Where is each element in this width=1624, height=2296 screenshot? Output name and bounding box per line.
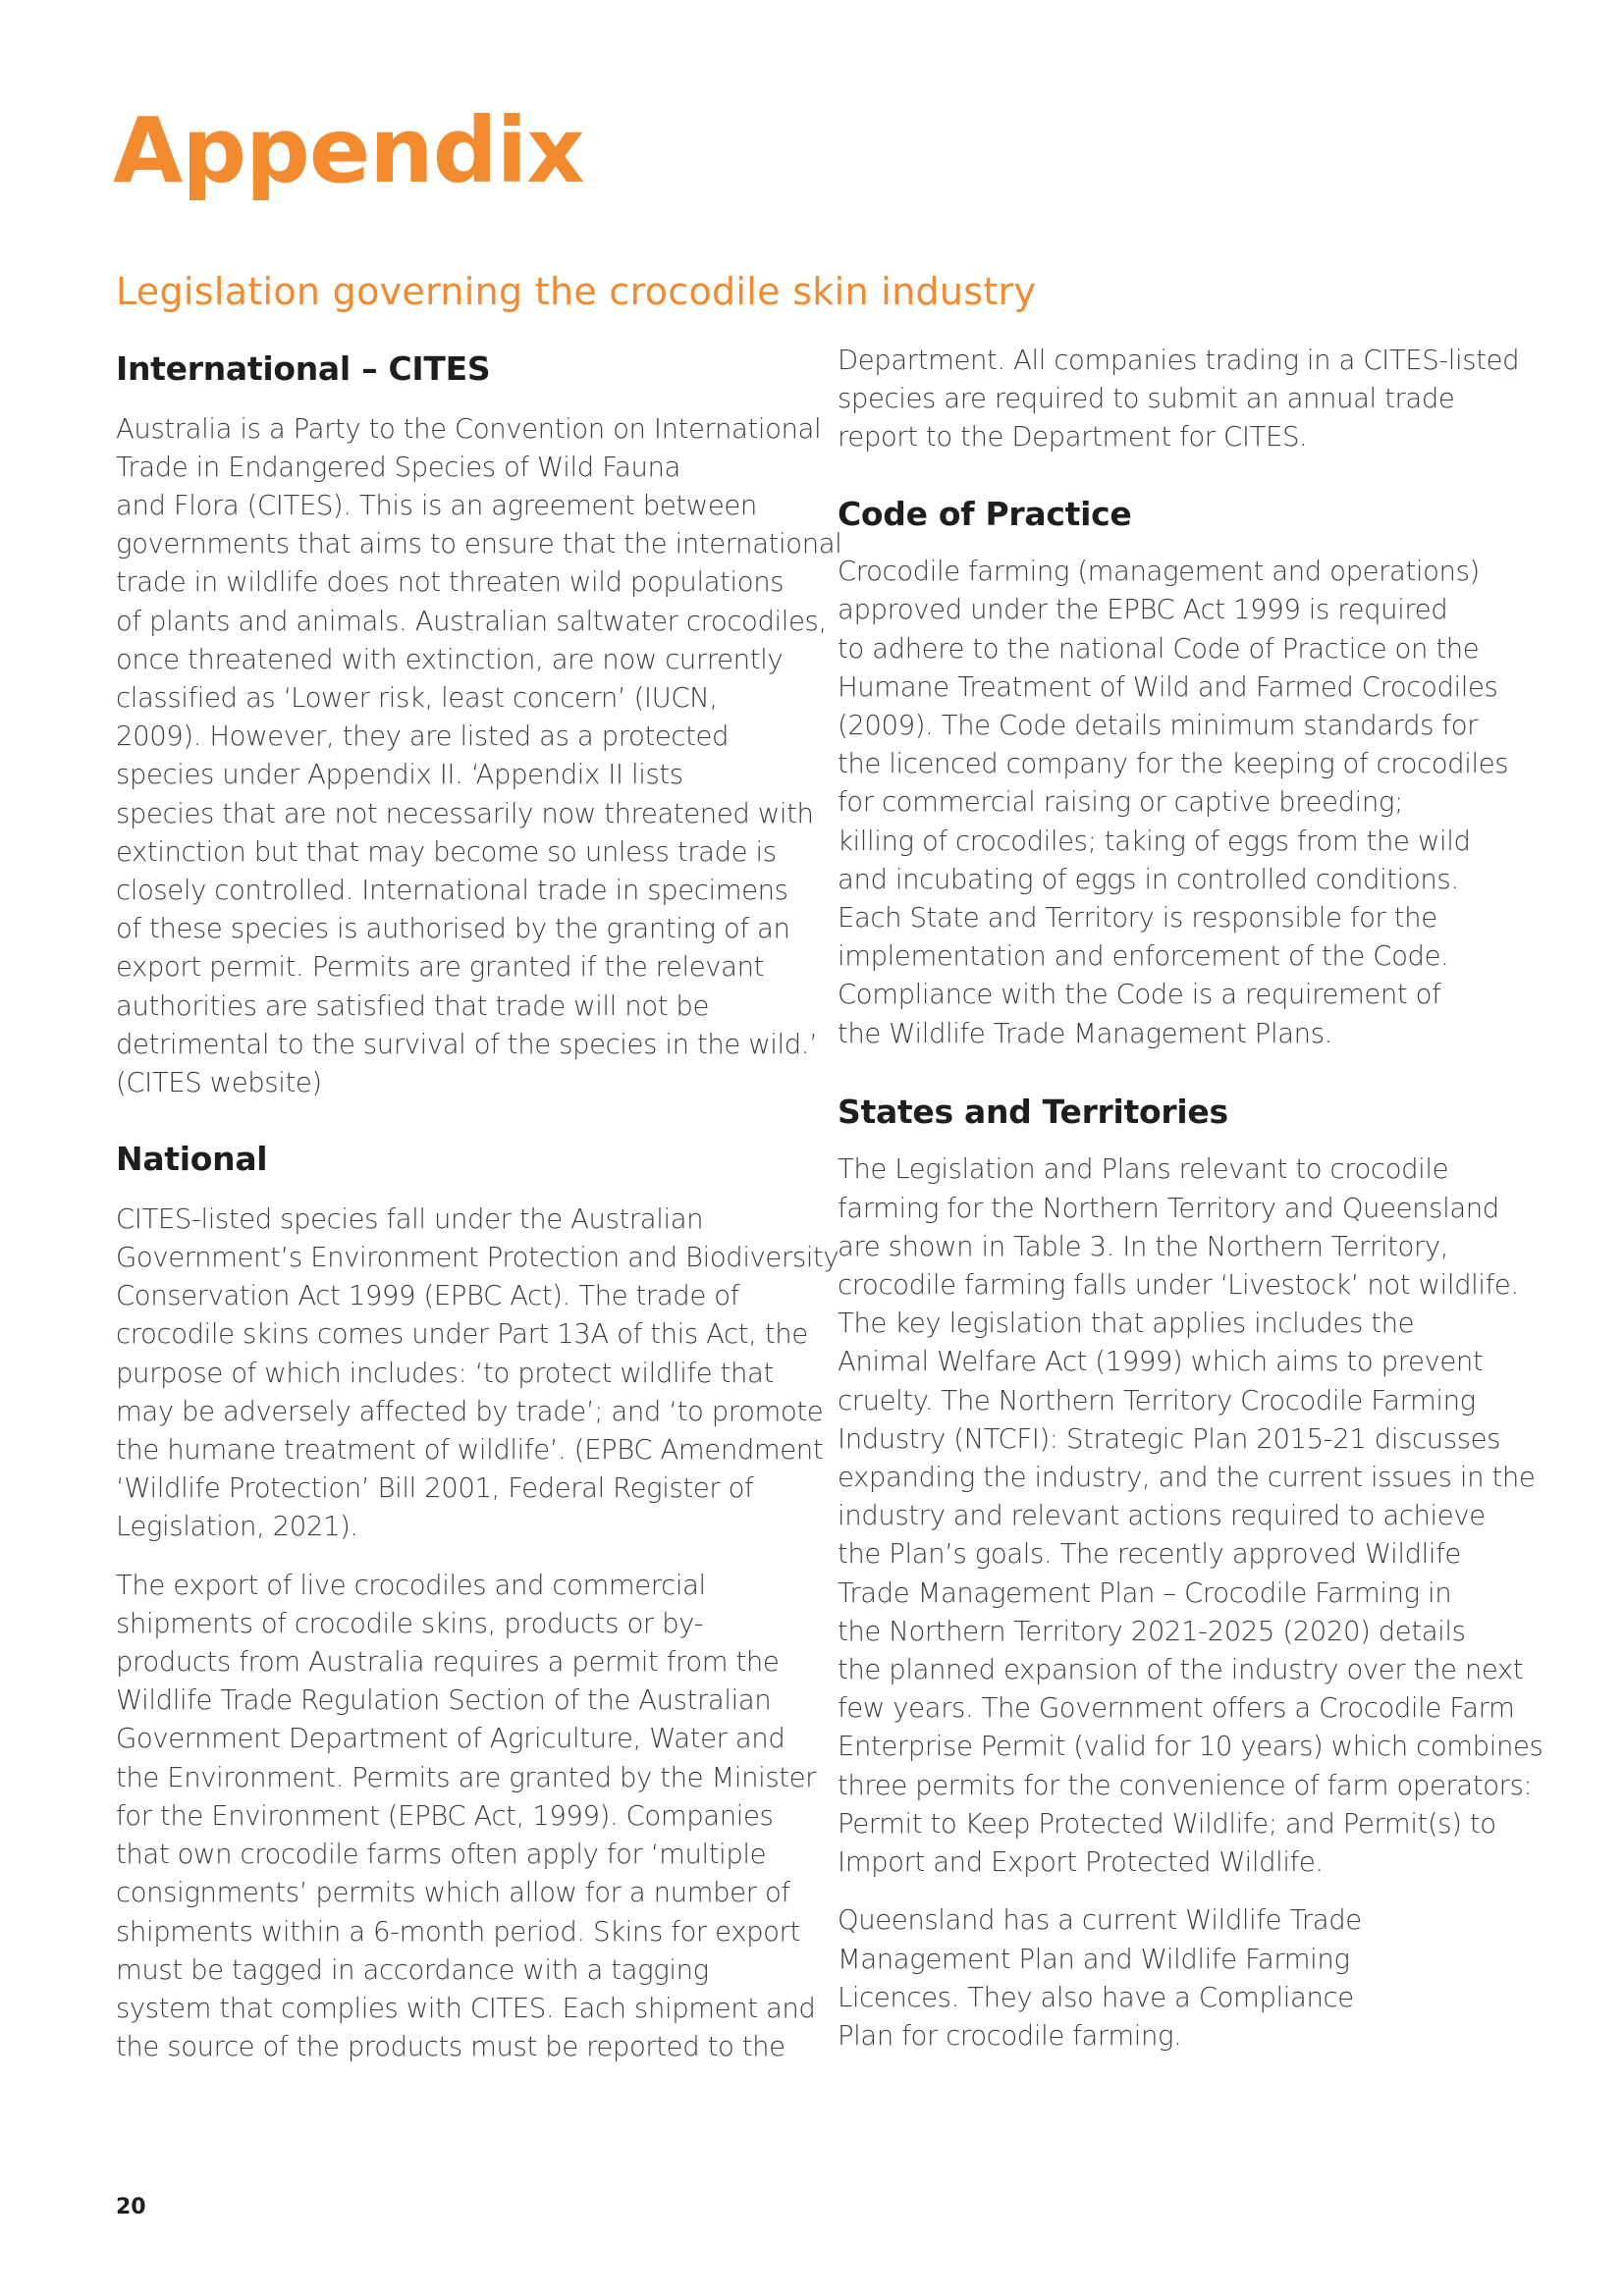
text-line: Crocodile farming (management and operations) [838, 556, 1480, 588]
text-line: to adhere to the national Code of Practice on the [838, 632, 1480, 665]
text-line: Conservation Act 1999 (EPBC Act). The trade of [116, 1280, 739, 1312]
text-line: once threatened with extinction, are now currently [116, 643, 784, 675]
text-line: approved under the EPBC Act 1999 is required [838, 594, 1448, 626]
text-line: Plan for crocodile farming. [838, 2019, 1182, 2052]
paragraph-national-2 [116, 1567, 817, 2067]
text-line: the Environment. Permits are granted by the Minister [116, 1761, 817, 1793]
text-line: the Northern Territory 2021-2025 (2020) details [838, 1615, 1466, 1647]
text-line: (2009). The Code details minimum standards for [838, 710, 1479, 742]
text-line: expanding the industry, and the current issues in the [838, 1462, 1536, 1494]
text-line: The Legislation and Plans relevant to crocodile [838, 1153, 1449, 1186]
text-line: the planned expansion of the industry over the next [838, 1654, 1524, 1686]
page-number: 20 [116, 2195, 146, 2219]
text-line: killing of crocodiles; taking of eggs from the wild [838, 825, 1471, 857]
text-line: three permits for the convenience of farm operators: [838, 1769, 1533, 1801]
text-line: report to the Department for CITES. [838, 421, 1308, 454]
text-line: cruelty. The Northern Territory Crocodile Farming [838, 1384, 1476, 1416]
text-line: shipments within a 6-month period. Skins for export [116, 1915, 800, 1948]
text-line: system that complies with CITES. Each shipment and [116, 1992, 816, 2024]
text-line: extinction but that may become so unless trade is [116, 835, 777, 868]
text-line: CITES-listed species fall under the Australian [116, 1202, 704, 1235]
text-line: must be tagged in accordance with a tagging [116, 1953, 709, 1986]
text-line: Management Plan and Wildlife Farming [838, 1943, 1350, 1975]
text-line: farming for the Northern Territory and Queensland [838, 1192, 1499, 1224]
text-line: Wildlife Trade Regulation Section of the Australian [116, 1684, 772, 1717]
text-line: consignments’ permits which allow for a number of [116, 1877, 790, 1909]
text-line: Trade in Endangered Species of Wild Fauna [116, 451, 680, 483]
text-line: Humane Treatment of Wild and Farmed Crocodiles [838, 670, 1498, 703]
text-line: Compliance with the Code is a requirement of [838, 979, 1441, 1011]
text-line: 2009). However, they are listed as a protected [116, 721, 730, 753]
text-line: Government’s Environment Protection and Biodiversity [116, 1242, 839, 1274]
text-line: Enterprise Permit (valid for 10 years) which combines [838, 1731, 1543, 1763]
text-line: (CITES website) [116, 1067, 322, 1099]
text-line: that own crocodile farms often apply for ‘multiple [116, 1839, 767, 1871]
text-line: purpose of which includes: ‘to protect wildlife that [116, 1357, 774, 1389]
page-title: Appendix [113, 98, 584, 203]
text-line: for commercial raising or captive breeding; [838, 786, 1403, 819]
text-line: for the Environment (EPBC Act, 1999). Companies [116, 1799, 774, 1832]
text-line: implementation and enforcement of the Code. [838, 940, 1449, 973]
text-line: the source of the products must be reported to the [116, 2031, 785, 2063]
text-line: and incubating of eggs in controlled conditions. [838, 863, 1459, 895]
text-line: the Wildlife Trade Management Plans. [838, 1017, 1332, 1049]
paragraph-states-2 [838, 1901, 1486, 2056]
text-line: Each State and Territory is responsible for the [838, 902, 1437, 934]
text-line: the licenced company for the keeping of crocodiles [838, 748, 1509, 780]
text-line: industry and relevant actions required to achieve [838, 1500, 1486, 1532]
text-line: species under Appendix II. ‘Appendix II lists [116, 759, 683, 791]
text-line: export permit. Permits are granted if the relevant [116, 951, 764, 984]
paragraph-international-cites [116, 410, 842, 1103]
text-line: closely controlled. International trade in specimens [116, 875, 788, 907]
left-column [116, 349, 842, 2066]
text-line: few years. The Government offers a Crocodile Farm [838, 1692, 1515, 1725]
text-line: crocodile farming falls under ‘Livestock’ not wildlife. [838, 1269, 1519, 1302]
text-line: Permit to Keep Protected Wildlife; and Permit(s) to [838, 1807, 1496, 1840]
text-line: trade in wildlife does not threaten wild populations [116, 566, 785, 599]
text-line: Legislation, 2021). [116, 1511, 358, 1543]
text-line: shipments of crocodile skins, products or by- [116, 1607, 704, 1639]
text-line: species that are not necessarily now threatened with [116, 797, 814, 829]
text-line: Queensland has a current Wildlife Trade [838, 1904, 1362, 1937]
paragraph-national-1 [116, 1201, 839, 1547]
text-line: Australia is a Party to the Convention on International [116, 412, 822, 445]
section-title: Legislation governing the crocodile skin industry [116, 270, 1037, 313]
text-line: The key legislation that applies includes the [838, 1308, 1415, 1340]
text-line: the humane treatment of wildlife’. (EPBC Amendment [116, 1434, 824, 1467]
text-line: classified as ‘Lower risk, least concern’ (IUCN, [116, 682, 718, 715]
text-line: Government Department of Agriculture, Water and [116, 1723, 785, 1755]
text-line: Department. All companies trading in a CITES-listed [838, 345, 1520, 376]
paragraph-states-1 [838, 1150, 1543, 1882]
heading-international-cites: International – CITES [116, 349, 491, 388]
paragraph-code-of-practice [838, 553, 1509, 1053]
text-line: detrimental to the survival of the species in the wild.’ [116, 1028, 818, 1060]
text-line: ‘Wildlife Protection’ Bill 2001, Federal Register of [116, 1472, 754, 1505]
heading-national: National [116, 1140, 268, 1179]
right-column [838, 345, 1543, 2056]
text-line: governments that aims to ensure that the international [116, 528, 842, 561]
text-line: Licences. They also have a Compliance [838, 1981, 1354, 2013]
text-line: Industry (NTCFI): Strategic Plan 2015-21 discusses [838, 1422, 1501, 1455]
text-line: Animal Welfare Act (1999) which aims to prevent [838, 1346, 1484, 1378]
text-line: products from Australia requires a permit from the [116, 1646, 780, 1679]
paragraph-continuation [838, 342, 1520, 457]
text-line: are shown in Table 3. In the Northern Territory, [838, 1230, 1449, 1262]
text-line: authorities are satisfied that trade will not be [116, 989, 710, 1022]
text-line: Import and Export Protected Wildlife. [838, 1846, 1324, 1879]
text-line: Trade Management Plan – Crocodile Farming in [838, 1576, 1452, 1609]
heading-states-and-territories: States and Territories [838, 1092, 1228, 1131]
heading-code-of-practice: Code of Practice [838, 494, 1132, 533]
text-line: species are required to submit an annual trade [838, 383, 1455, 415]
text-line: of plants and animals. Australian saltwater crocodiles, [116, 605, 827, 637]
text-line: the Plan’s goals. The recently approved Wildlife [838, 1538, 1461, 1571]
text-line: crocodile skins comes under Part 13A of this Act, the [116, 1318, 808, 1351]
text-line: and Flora (CITES). This is an agreement between [116, 490, 757, 521]
text-line: of these species is authorised by the granting of an [116, 913, 790, 945]
text-line: The export of live crocodiles and commercial [116, 1569, 706, 1601]
text-line: may be adversely affected by trade’; and ‘to promote [116, 1395, 824, 1427]
